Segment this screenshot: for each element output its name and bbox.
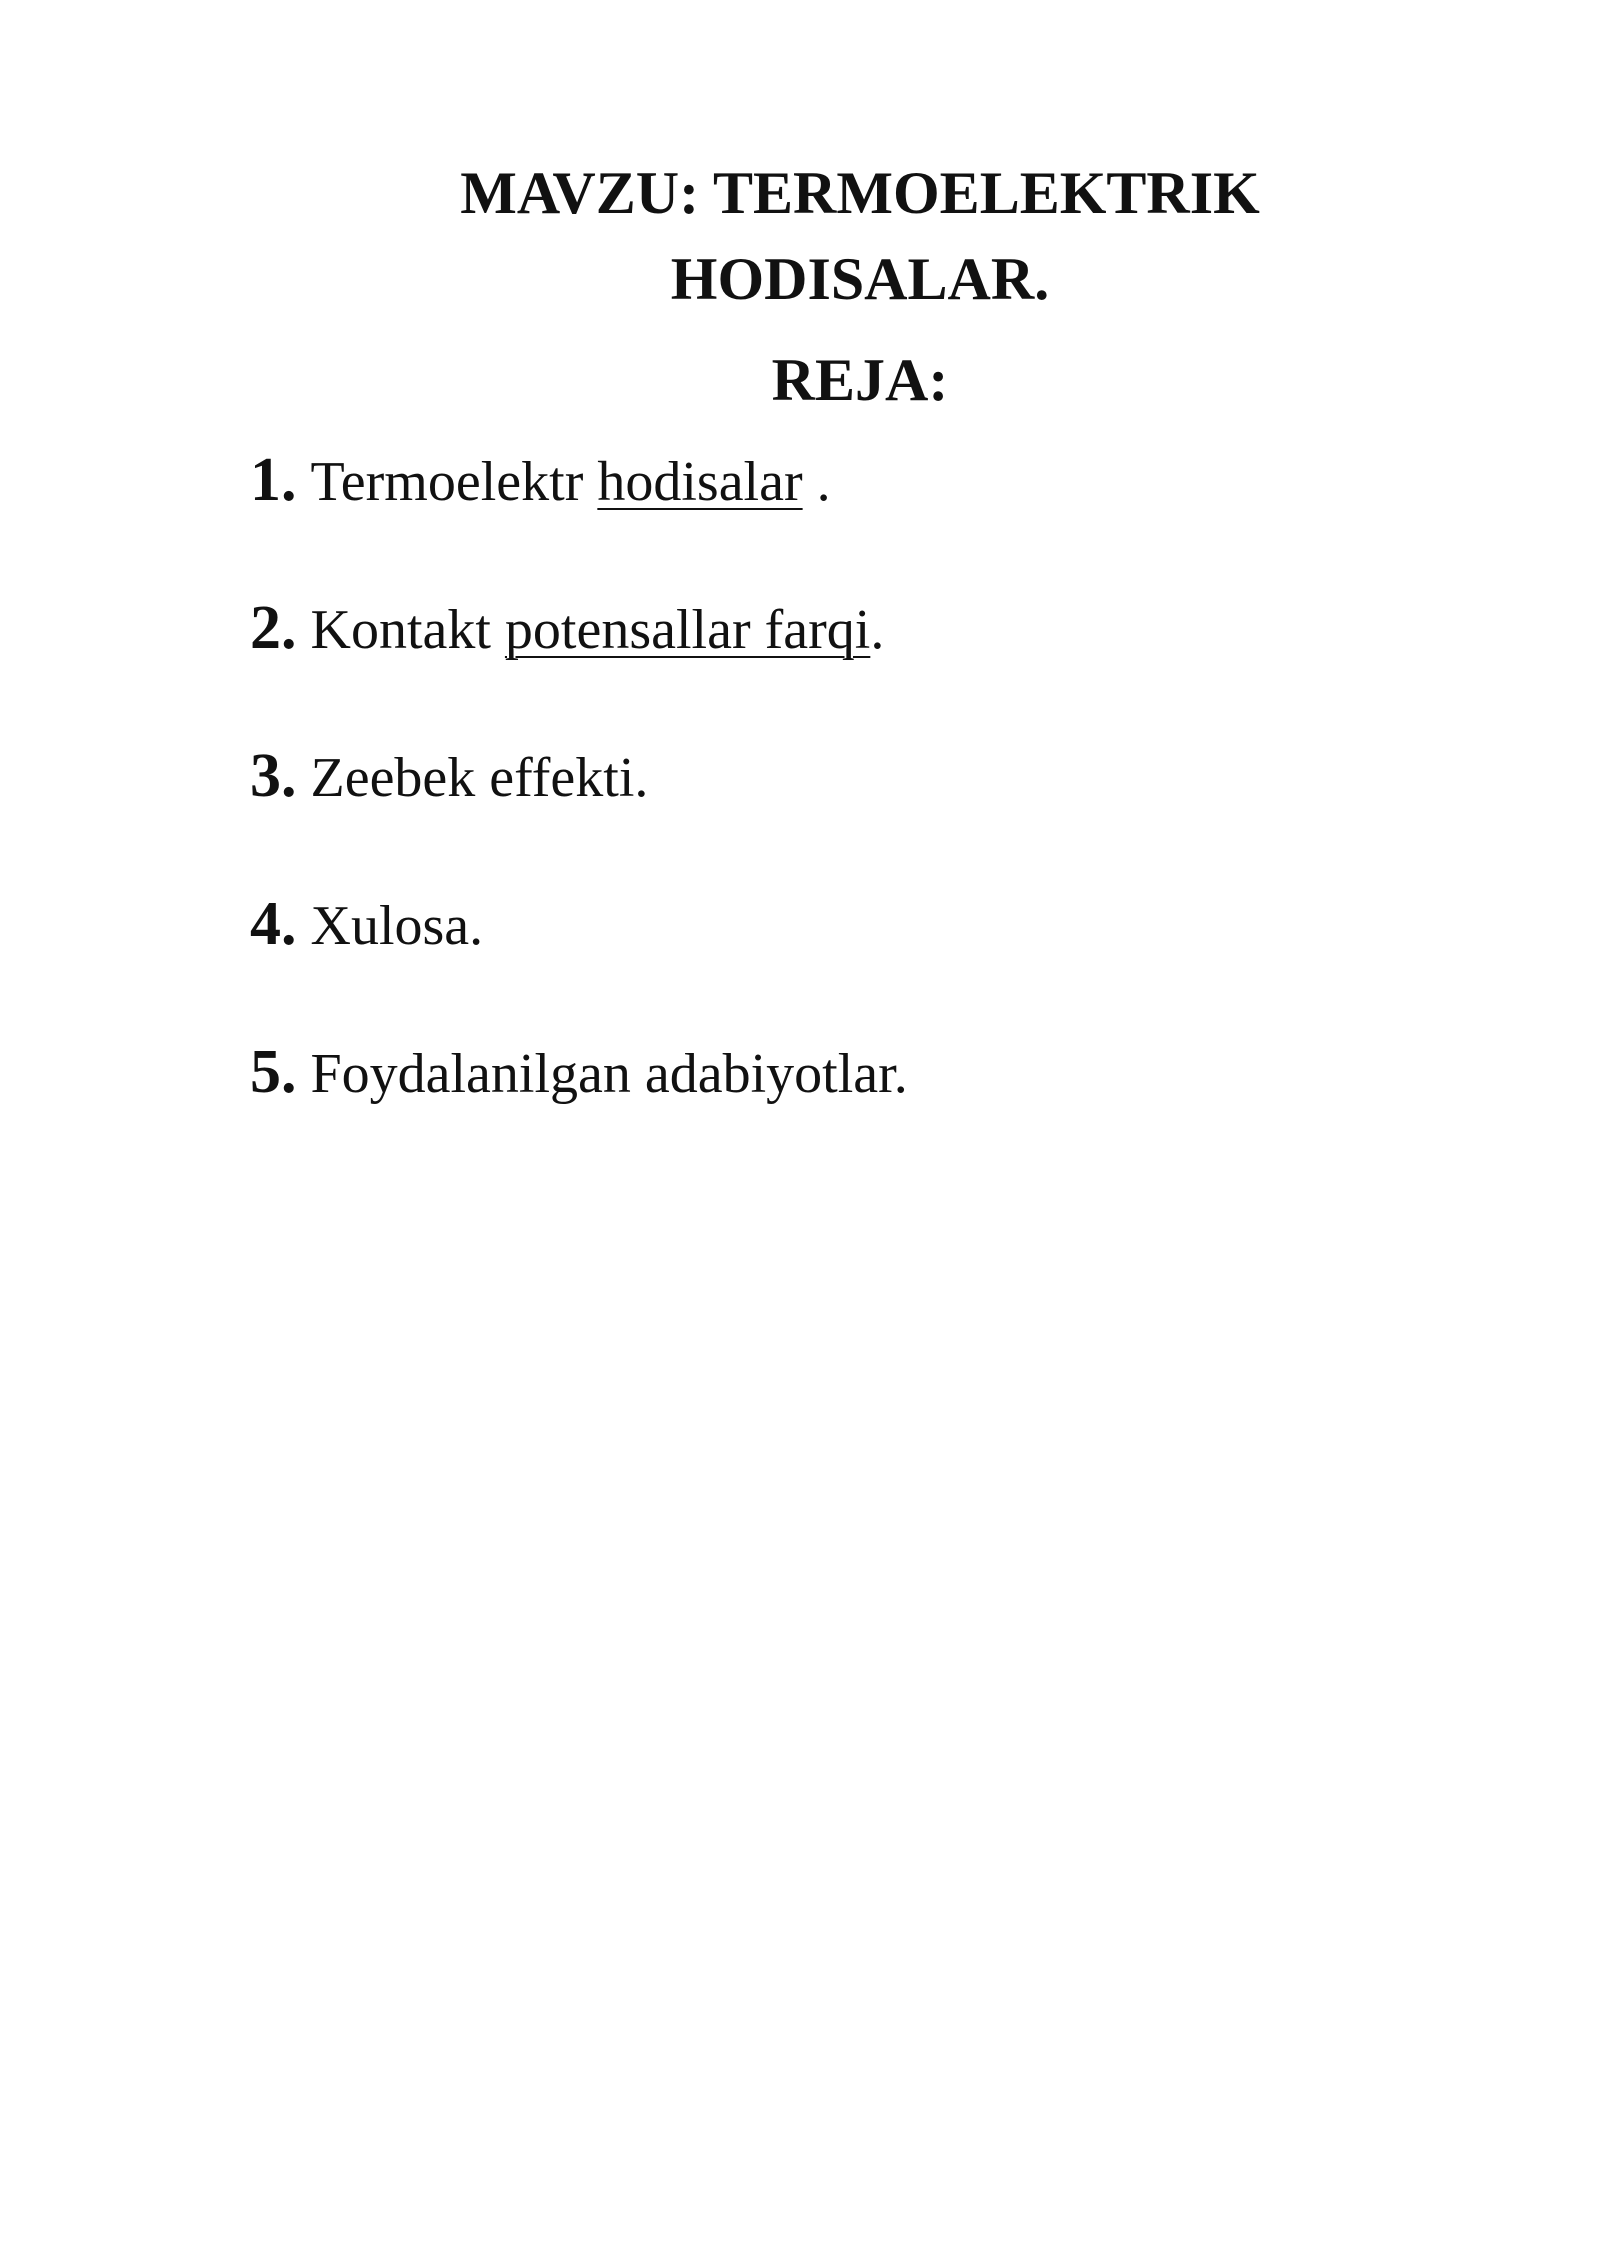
plan-item-text: Zeebek effekti. xyxy=(310,747,649,809)
plan-item-number: 5. xyxy=(250,1038,297,1106)
plan-item xyxy=(250,1032,1450,1180)
document-title xyxy=(250,150,1470,322)
plan-item-text-end: . xyxy=(870,599,885,661)
plan-item-underlined-text: hodisalar xyxy=(597,451,803,513)
plan-item xyxy=(250,884,1450,1032)
plan-heading: REJA: xyxy=(771,347,949,413)
plan-item-number: 4. xyxy=(250,890,297,958)
plan-item-text-end: . xyxy=(802,451,831,513)
plan-item-text: Xulosa. xyxy=(310,895,484,957)
plan-item-number: 3. xyxy=(250,742,297,810)
title-line-2: HODISALAR. xyxy=(670,246,1050,312)
plan-item-number: 1. xyxy=(250,446,297,514)
plan-item-text: Kontakt xyxy=(310,599,505,661)
plan-item xyxy=(250,736,1450,884)
plan-item xyxy=(250,440,1450,588)
plan-item-text: Termoelektr xyxy=(310,451,598,513)
plan-item-number: 2. xyxy=(250,594,297,662)
plan-item xyxy=(250,588,1450,736)
plan-item-underlined-text: potensallar farqi xyxy=(504,599,871,661)
title-line-1: MAVZU: TERMOELEKTRIK xyxy=(460,160,1260,226)
plan-item-text: Foydalanilgan adabiyotlar. xyxy=(310,1043,908,1105)
plan-list xyxy=(250,440,1450,1180)
